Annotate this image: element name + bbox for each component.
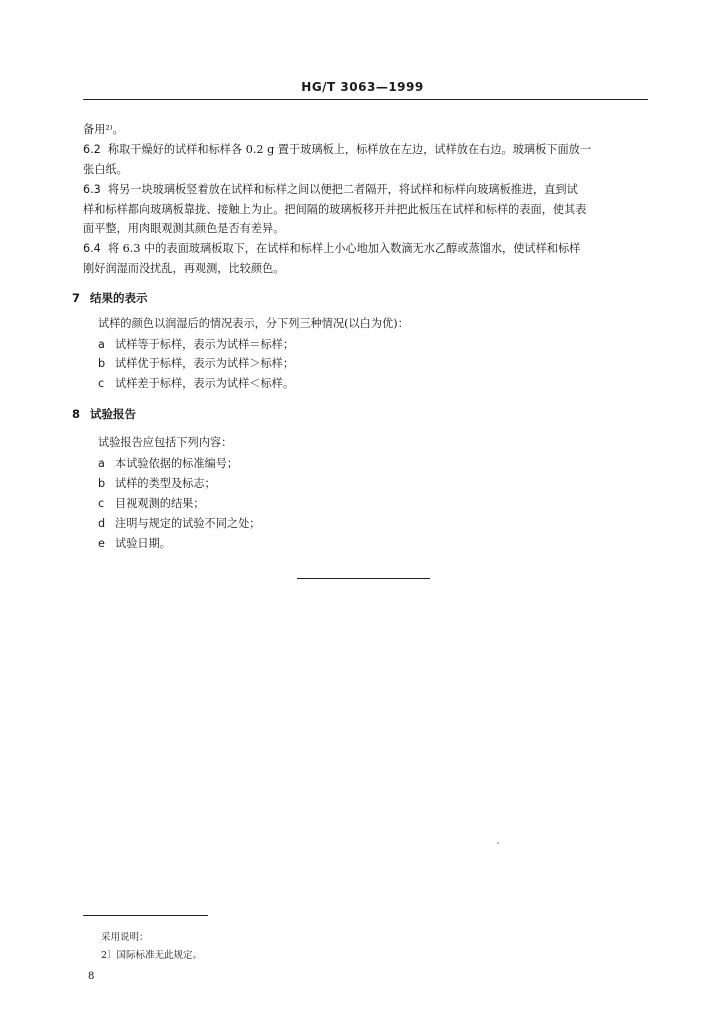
- standard-code-header: HG/T 3063—1999: [301, 80, 424, 94]
- clause-6-4-number: 6.4: [83, 242, 101, 255]
- list-item-text: 试样等于标样，表示为试样＝标样；: [115, 338, 295, 351]
- end-of-text-rule: [297, 578, 430, 579]
- list-item-text: 试样优于标样，表示为试样＞标样；: [115, 357, 295, 370]
- list-item: [98, 336, 294, 352]
- list-item: [98, 455, 238, 471]
- section-7-intro: 试样的颜色以润湿后的情况表示，分下列三种情况(以白为优)：: [98, 317, 409, 330]
- list-item: [98, 535, 171, 551]
- list-item-label: c: [98, 497, 105, 510]
- header-rule: [83, 99, 648, 100]
- list-item: [98, 495, 205, 511]
- clause-6-4-line-1: [83, 240, 580, 256]
- list-item-label: e: [98, 537, 105, 550]
- scan-speck: [497, 842, 499, 844]
- list-item-text: 注明与规定的试验不同之处；: [115, 517, 261, 530]
- list-item-text: 试样差于标样，表示为试样＜标样。: [115, 377, 295, 390]
- clause-6-3-line-3: 面平整，用肉眼观测其颜色是否有差异。: [83, 222, 285, 235]
- clause-6-3-number: 6.3: [83, 183, 101, 196]
- section-8-heading: [72, 406, 136, 422]
- list-item: [98, 355, 294, 371]
- footnote-note: 2〕国际标准无此规定。: [101, 950, 203, 961]
- section-7-number: 7: [72, 291, 81, 305]
- list-item-text: 本试验依据的标准编号；: [115, 457, 239, 470]
- clause-6-4-text-1: 将 6.3 中的表面玻璃板取下，在试样和标样上小心地加入数滴无水乙醇或蒸馏水，使试样和标样: [107, 242, 581, 255]
- section-7-heading: [72, 290, 148, 306]
- list-item-label: b: [98, 357, 106, 370]
- list-item: [98, 475, 216, 491]
- list-item: [98, 515, 260, 531]
- list-item-label: d: [98, 517, 106, 530]
- clause-6-2-line-2: 张白纸。: [83, 163, 128, 176]
- clause-6-3-text-1: 将另一块玻璃板竖着放在试样和标样之间以便把二者隔开，将试样和标样向玻璃板推进，直到试: [107, 183, 578, 196]
- clause-6-2-number: 6.2: [83, 143, 101, 156]
- clause-6-3-line-2: 样和标样都向玻璃板靠拢、接触上为止。把间隔的玻璃板移开并把此板压在试样和标样的表面，使其表: [83, 203, 587, 216]
- footnote-title: 采用说明：: [101, 932, 149, 943]
- list-item-label: c: [98, 377, 105, 390]
- section-7-title: 结果的表示: [90, 291, 148, 305]
- section-8-title: 试验报告: [90, 407, 137, 421]
- list-item: [98, 375, 294, 391]
- list-item-label: a: [98, 457, 105, 470]
- section-8-intro: 试验报告应包括下列内容：: [98, 436, 233, 449]
- clause-6-2-line-1: [83, 141, 591, 157]
- clause-6-4-line-2: 刚好润湿而没扰乱，再观测，比较颜色。: [83, 262, 285, 275]
- continued-line: 备用²⁾。: [83, 123, 124, 136]
- page-number: 8: [88, 971, 95, 982]
- section-8-number: 8: [72, 407, 81, 421]
- list-item-label: a: [98, 338, 105, 351]
- clause-6-3-line-1: [83, 181, 578, 197]
- list-item-text: 试样的类型及标志；: [115, 477, 216, 490]
- footnote-rule: [83, 915, 208, 916]
- list-item-label: b: [98, 477, 106, 490]
- list-item-text: 试验日期。: [115, 537, 171, 550]
- list-item-text: 目视观测的结果；: [115, 497, 205, 510]
- clause-6-2-text-1: 称取干燥好的试样和标样各 0.2 g 置于玻璃板上，标样放在左边，试样放在右边。玻璃板下面放一: [107, 143, 592, 156]
